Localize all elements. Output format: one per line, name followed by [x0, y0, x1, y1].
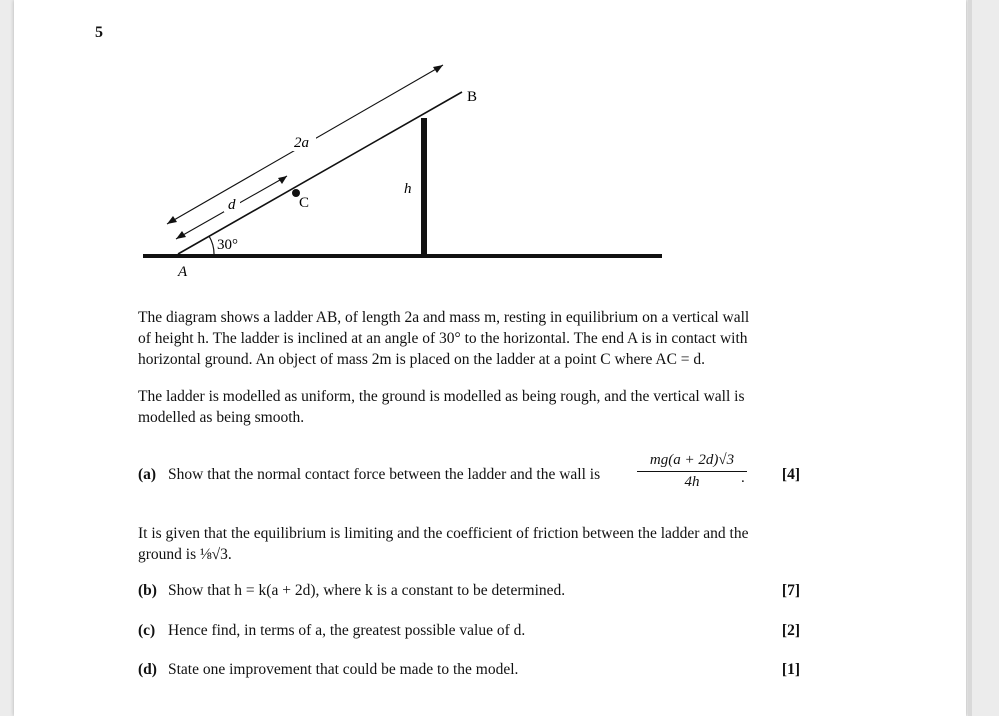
part-b-letter: (b) [138, 582, 157, 599]
label-B: B [467, 89, 478, 105]
normal-force-fraction [637, 452, 747, 491]
given-paragraph [138, 523, 804, 565]
label-A: A [178, 264, 188, 280]
intro-line-3: horizontal ground. An object of mass 2m is placed on the ladder at a point C where AC = d. [138, 351, 706, 368]
model-line-2: modelled as being smooth. [138, 409, 305, 426]
fraction-denominator: 4h [684, 474, 700, 490]
intro-line-1: The diagram shows a ladder AB, of length 2a and mass m, resting in equilibrium on a vertical wall [138, 309, 750, 326]
part-b-marks: [7] [781, 582, 800, 599]
part-c-text: Hence find, in terms of a, the greatest possible value of d. [168, 622, 526, 639]
given-line-2: ground is ⅛√3. [138, 546, 232, 563]
fraction-full-stop: . [741, 470, 745, 486]
part-c-letter: (c) [138, 622, 156, 639]
part-c [138, 622, 800, 644]
part-d-marks: [1] [781, 661, 800, 678]
part-d [138, 661, 800, 683]
fraction-numerator: mg(a + 2d)√3 [637, 452, 747, 472]
label-angle: 30° [217, 237, 238, 253]
part-a-text: Show that the normal contact force between the ladder and the wall is [168, 466, 601, 483]
intro-line-2: of height h. The ladder is inclined at an angle of 30° to the horizontal. The end A is in contact with [138, 330, 748, 347]
arrowhead-d-end [278, 176, 287, 184]
label-h: h [404, 181, 412, 197]
arrowhead-2a-end [433, 65, 443, 73]
arrowhead-2a-start [167, 216, 177, 224]
question-number: 5 [95, 24, 103, 41]
label-d: d [228, 197, 236, 213]
ladder-AB [178, 92, 462, 254]
label-2a: 2a [294, 135, 309, 151]
part-d-letter: (d) [138, 661, 157, 678]
intro-paragraph [138, 307, 804, 370]
part-d-text: State one improvement that could be made to the model. [168, 661, 519, 678]
label-C: C [299, 195, 310, 211]
part-b-text: Show that h = k(a + 2d), where k is a constant to be determined. [168, 582, 566, 599]
arrowhead-d-start [176, 231, 186, 239]
part-a-letter: (a) [138, 466, 157, 483]
given-line-1: It is given that the equilibrium is limiting and the coefficient of friction between the ladder and the [138, 525, 749, 542]
part-c-marks: [2] [781, 622, 800, 639]
part-a-marks: [4] [781, 466, 800, 483]
part-b [138, 582, 800, 604]
angle-arc [209, 236, 214, 256]
model-line-1: The ladder is modelled as uniform, the ground is modelled as being rough, and the vertical wall is [138, 388, 745, 405]
model-paragraph [138, 386, 804, 428]
